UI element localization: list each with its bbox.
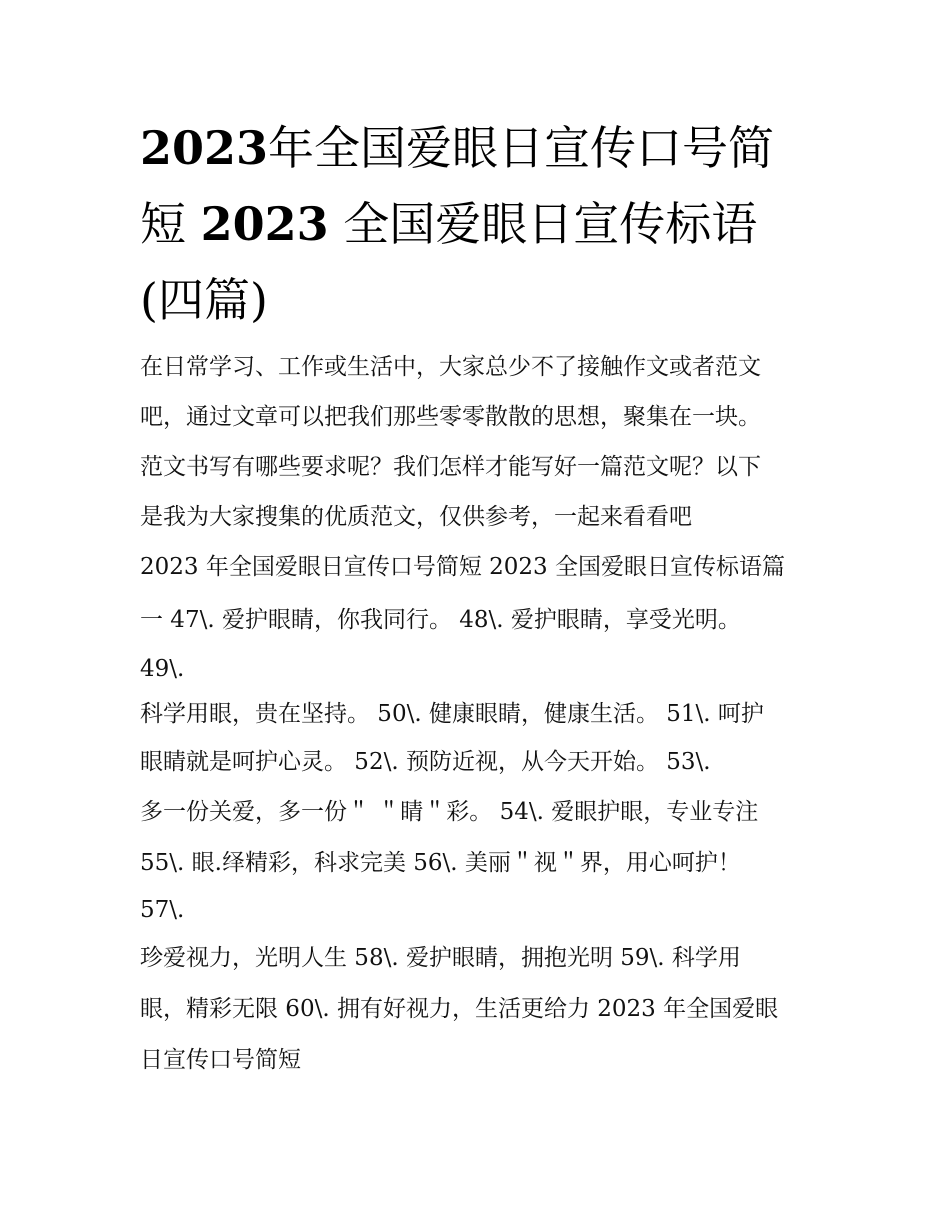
- title-line-2: [140, 186, 820, 262]
- body-line: 55\. 眼.绎精彩，科求完美 56\. 美丽＂视＂界，用心呵护！: [140, 850, 741, 876]
- title-text: (四篇): [140, 273, 268, 327]
- body-line: 在日常学习、工作或生活中，大家总少不了接触作文或者范文: [140, 354, 761, 380]
- title-year: 2023: [140, 121, 269, 175]
- body-line: 眼睛就是呵护心灵。 52\. 预防近视，从今天开始。 53\.: [140, 749, 711, 775]
- body-line: 是我为大家搜集的优质范文，仅供参考，一起来看看吧: [140, 504, 692, 530]
- title-year: 2023: [200, 197, 329, 251]
- body-line: 珍爱视力，光明人生 58\. 爱护眼睛，拥抱光明 59\. 科学用: [140, 945, 741, 971]
- title-text: 全国爱眼日宣传标语: [328, 197, 758, 251]
- body-line: 日宣传口号简短: [140, 1047, 301, 1073]
- title-line-3: [140, 262, 820, 338]
- body-line: 科学用眼，贵在坚持。 50\. 健康眼睛，健康生活。 51\. 呵护: [140, 701, 764, 727]
- body-line: 2023 年全国爱眼日宣传口号简短 2023 全国爱眼日宣传标语篇: [140, 554, 785, 580]
- title-text: 短: [140, 197, 201, 251]
- title-line-1: [140, 110, 820, 186]
- body-line: 多一份关爱，多一份＂ ＂睛＂彩。 54\. 爱眼护眼，专业专注: [140, 799, 759, 825]
- body-line: 57\.: [140, 897, 185, 923]
- document-title: [140, 110, 820, 338]
- title-text: 年全国爱眼日宣传口号简: [268, 121, 775, 175]
- body-line: 一 47\. 爱护眼睛，你我同行。 48\. 爱护眼睛，享受光明。: [140, 607, 741, 633]
- body-line: 吧，通过文章可以把我们那些零零散散的思想，聚集在一块。: [140, 404, 761, 430]
- body-line: 眼，精彩无限 60\. 拥有好视力，生活更给力 2023 年全国爱眼: [140, 996, 779, 1022]
- body-line: 范文书写有哪些要求呢？我们怎样才能写好一篇范文呢？以下: [140, 454, 761, 480]
- body-line: 49\.: [140, 656, 185, 682]
